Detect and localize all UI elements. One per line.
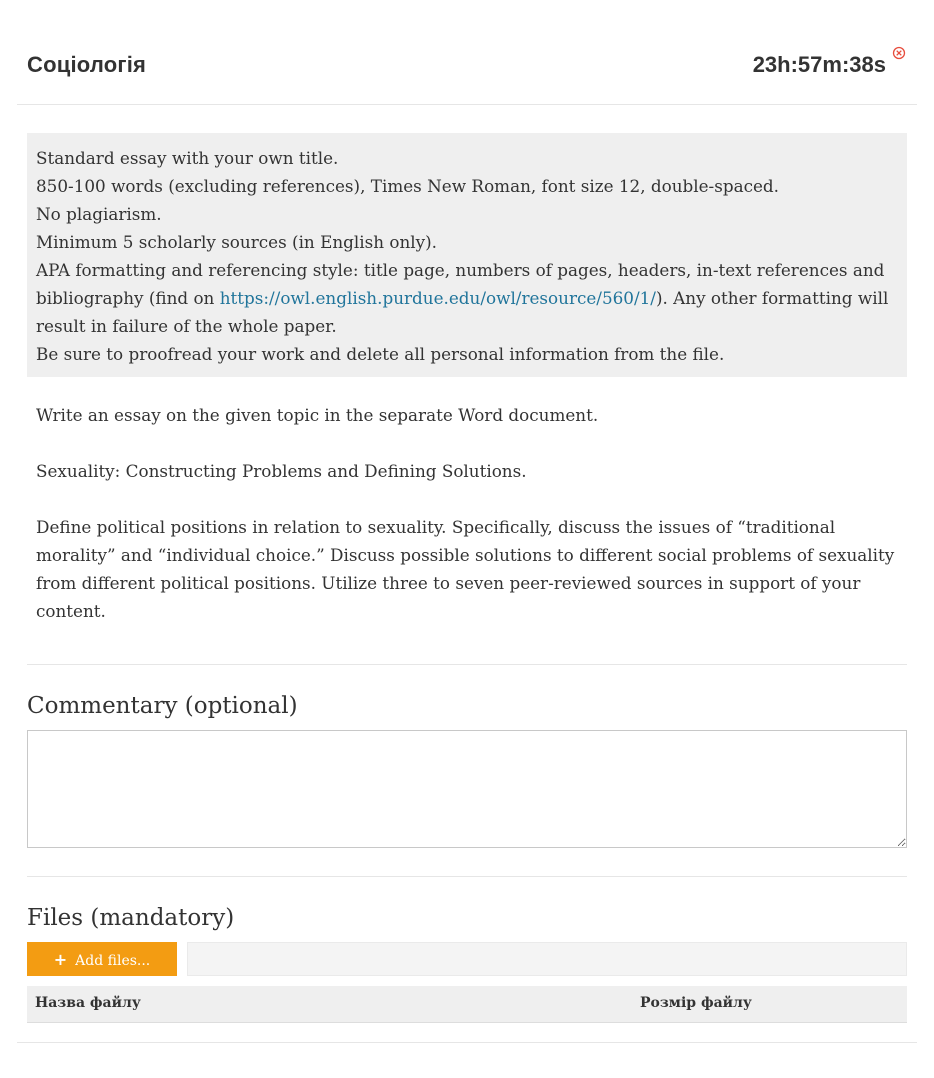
task-description	[36, 401, 898, 653]
requirement-line: Standard essay with your own title.	[36, 148, 339, 168]
task-intro: Write an essay on the given topic in the separate Word document.	[36, 405, 599, 425]
requirement-text: APA formatting and referencing style: title page, numbers of pages, headers, in-text references and bibliography (find on	[36, 260, 885, 308]
task-topic: Sexuality: Constructing Problems and Defining Solutions.	[36, 461, 527, 481]
footer-divider	[17, 1042, 917, 1043]
upload-progress-bar	[187, 942, 907, 976]
requirement-line-formatting	[36, 256, 898, 340]
requirements-box	[27, 133, 907, 377]
apa-guide-link[interactable]: https://owl.english.purdue.edu/owl/resource/560/1/	[219, 288, 656, 308]
column-header-file-name: Назва файлу	[35, 995, 141, 1011]
divider	[27, 876, 907, 877]
page-title: Соціологія	[27, 52, 147, 77]
plus-icon: +	[53, 949, 68, 969]
files-heading: Files (mandatory)	[27, 905, 235, 931]
requirement-text: ). Any other formatting will result in failure of the whole paper.	[36, 288, 889, 336]
close-circle-icon[interactable]	[892, 46, 906, 60]
page-header	[17, 0, 917, 105]
countdown-timer: 23h:57m:38s	[752, 52, 886, 77]
add-files-label: Add files...	[75, 952, 151, 969]
requirement-line: No plagiarism.	[36, 204, 162, 224]
requirement-line: Minimum 5 scholarly sources (in English only).	[36, 232, 438, 252]
divider	[27, 664, 907, 665]
requirement-line: 850-100 words (excluding references), Times New Roman, font size 12, double-spaced.	[36, 176, 779, 196]
requirement-line: Be sure to proofread your work and delete all personal information from the file.	[36, 344, 725, 364]
column-header-file-size: Розмір файлу	[640, 995, 752, 1011]
task-details: Define political positions in relation to sexuality. Specifically, discuss the issues of “traditional morality” and “individual choice.” Discuss possible solutions to different social problems of sexuality from different political positions. Utilize three to seven peer-reviewed sources in support of your content.	[36, 517, 895, 621]
add-files-button[interactable]	[27, 942, 177, 976]
commentary-heading: Commentary (optional)	[27, 693, 298, 719]
files-table-header	[27, 986, 907, 1023]
commentary-textarea[interactable]	[27, 730, 907, 848]
